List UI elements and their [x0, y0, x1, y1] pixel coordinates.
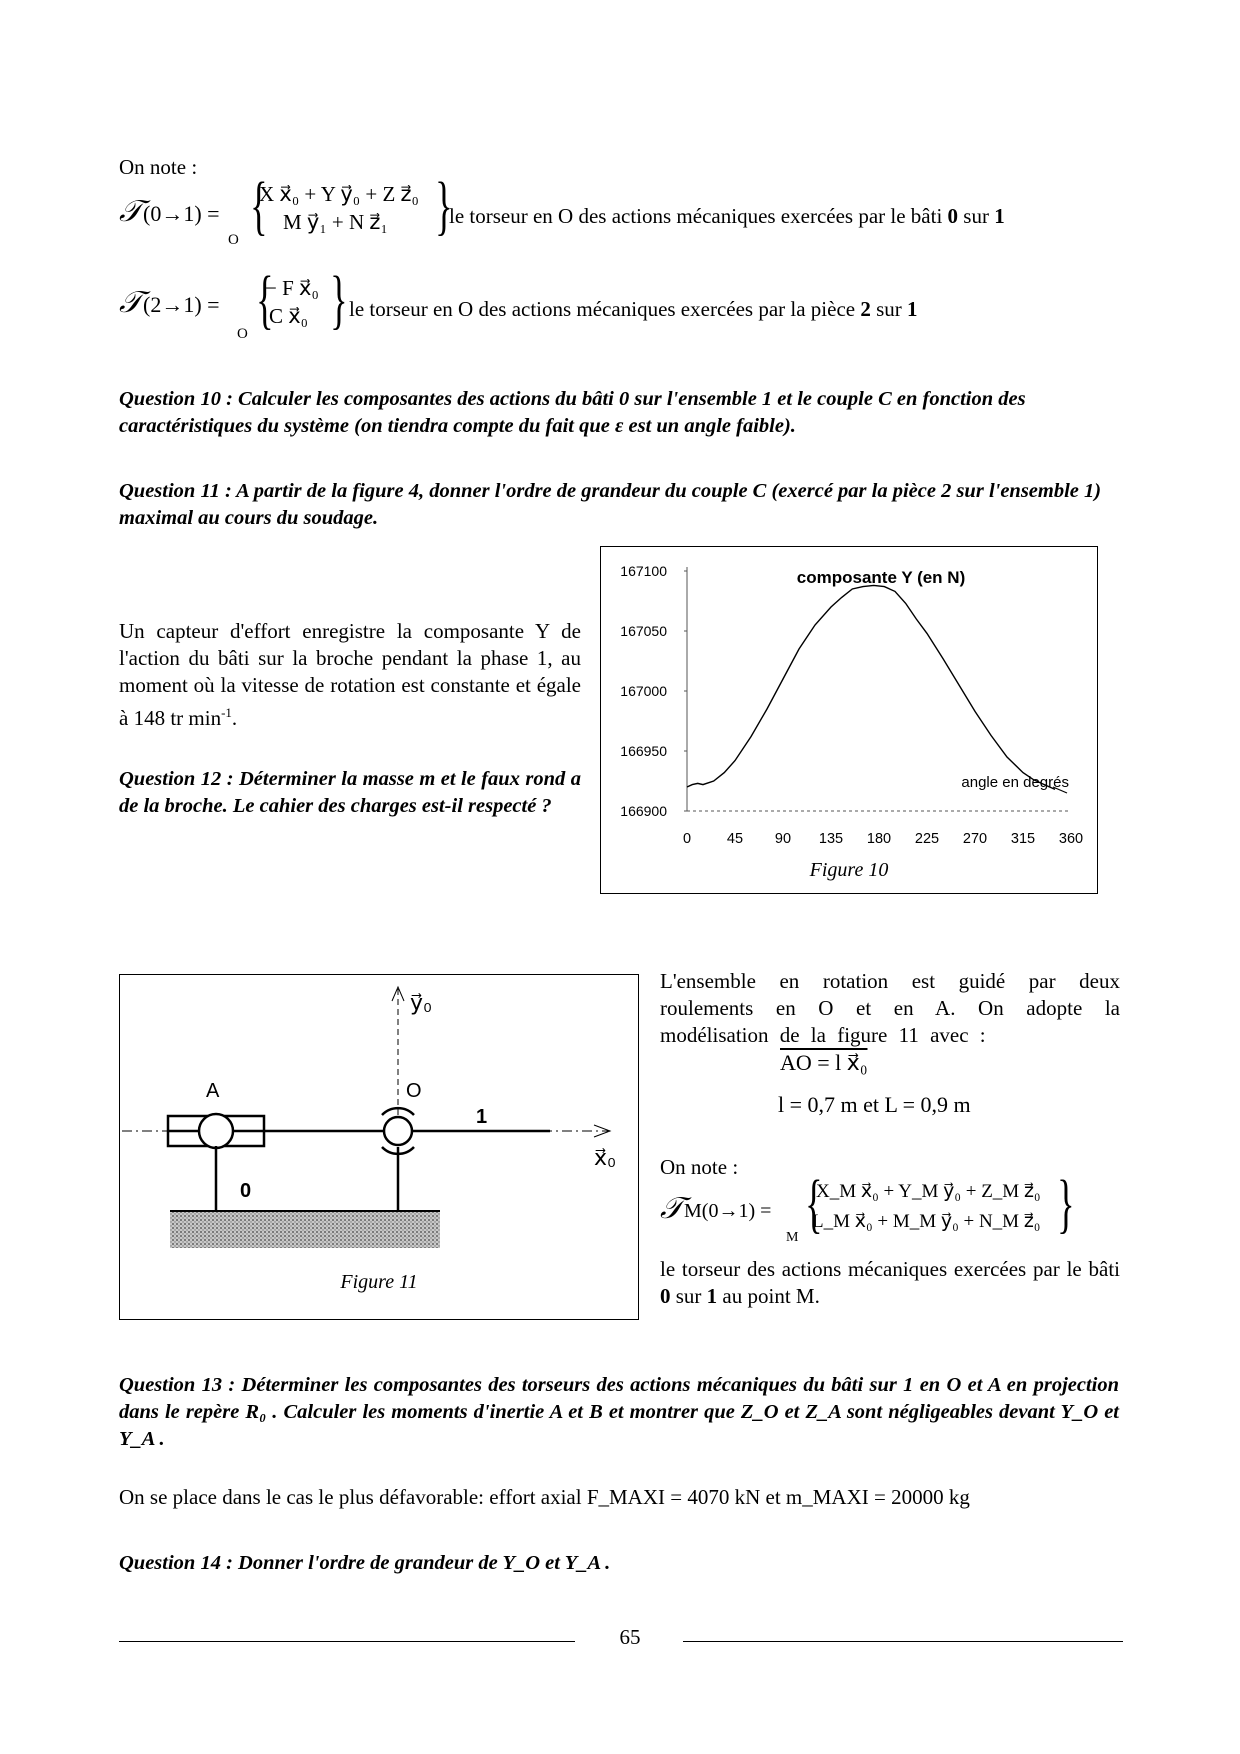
ao-equation: AO = l x⃗₀	[780, 1050, 868, 1075]
x-tick-label: 135	[818, 831, 844, 847]
frame-0-ground	[170, 1212, 440, 1248]
on-note-label-2: On note :	[660, 1155, 739, 1179]
x-tick-label: 315	[1010, 831, 1036, 847]
left-brace: {	[250, 169, 268, 242]
x-tick-label: 225	[914, 831, 940, 847]
torseur-line1: X_M x⃗₀ + Y_M y⃗₀ + Z_M z⃗₀	[816, 1181, 1041, 1202]
torseur-point: O	[237, 326, 248, 342]
torseur-line2: M y⃗₁ + N z⃗₁	[283, 210, 388, 234]
question-10: Question 10 : Calculer les composantes des actions du bâti 0 sur l'ensemble 1 et le couple C en fonction des caractéristiques du système (on tiendra compte du fait que ε est un angle faible).	[119, 388, 1026, 437]
figure-10-caption: Figure 10	[809, 859, 889, 881]
torseur-line2: L_M x⃗₀ + M_M y⃗₀ + N_M z⃗₀	[812, 1211, 1041, 1232]
chart-title: composante Y (en N)	[796, 568, 966, 587]
bearing-a-ball	[199, 1114, 233, 1148]
question-14: Question 14 : Donner l'ordre de grandeur de Y_O et Y_A .	[119, 1552, 611, 1574]
right-brace: }	[435, 169, 453, 242]
x-tick-label: 180	[866, 831, 892, 847]
mechanism-diagram	[120, 975, 638, 1319]
x-tick-label: 90	[774, 831, 792, 847]
x-tick-labels	[683, 831, 1083, 847]
torseur-m-description: le torseur des actions mécaniques exercées par le bâti 0 sur 1 au point M.	[660, 1257, 1120, 1308]
torseur-symbol: 𝒯	[660, 1192, 683, 1225]
question-13: Question 13 : Déterminer les composantes des torseurs des actions mécaniques du bâti sur 1 en O et A en projection dans le repère R₀ . Calculer les moments d'inertie A et B et montrer que Z_O et Z_A sont négligeables devant Y_O et Y_A .	[119, 1374, 1119, 1450]
x-tick-label: 270	[962, 831, 988, 847]
figure-11	[119, 974, 639, 1320]
y0-label: y⃗₀	[410, 990, 433, 1015]
torseur-point: O	[228, 232, 239, 248]
dimensions-equation: l = 0,7 m et L = 0,9 m	[778, 1092, 971, 1117]
torseur-label: (2→1) =	[143, 292, 220, 317]
worst-case-statement: On se place dans le cas le plus défavorable: effort axial F_MAXI = 4070 kN et m_MAXI = 20000 kg	[119, 1485, 970, 1509]
point-o-label: O	[406, 1080, 422, 1102]
part-1-label: 1	[476, 1106, 488, 1128]
y-tick-label: 166900	[620, 803, 667, 819]
right-brace: }	[1057, 1167, 1075, 1240]
x-tick-label: 360	[1058, 831, 1084, 847]
left-brace: {	[805, 1167, 823, 1240]
torseur-description: le torseur en O des actions mécaniques exercées par le bâti 0 sur 1	[449, 204, 1005, 228]
capteur-paragraph: Un capteur d'effort enregistre la composante Y de l'action du bâti sur la broche pendant la phase 1, au moment où la vitesse de rotation est constante et égale à 148 tr $\min^{-1}$.	[119, 619, 581, 730]
on-note-label: On note :	[119, 155, 198, 179]
x-tick-label: 45	[726, 831, 744, 847]
point-a-label: A	[206, 1080, 220, 1102]
y-tick-labels	[620, 563, 687, 819]
series-line-composante-y	[687, 585, 1055, 789]
torseur-line1: − F x⃗₀	[265, 276, 319, 300]
torseur-label: (0→1) =	[143, 201, 220, 226]
y-tick-label: 167000	[620, 683, 667, 699]
x0-label: x⃗₀	[594, 1145, 617, 1170]
torseur-description: le torseur en O des actions mécaniques exercées par la pièce 2 sur 1	[349, 297, 918, 321]
torseur-2-1	[119, 263, 1119, 358]
y-tick-label: 167100	[620, 563, 667, 579]
bearing-o-ball	[384, 1117, 412, 1145]
figure-11-caption: Figure 11	[340, 1271, 418, 1293]
torseur-point: M	[786, 1230, 799, 1245]
right-brace: }	[330, 263, 348, 336]
torseur-line2: C x⃗₀	[269, 304, 309, 328]
y-tick-label: 167050	[620, 623, 667, 639]
part-0-label: 0	[240, 1180, 252, 1202]
x-axis-label: angle en degrés	[961, 774, 1069, 791]
x-tick-label: 0	[682, 831, 692, 847]
torseur-label: M(0→1) =	[684, 1200, 772, 1222]
chart-composante-y	[601, 547, 1097, 893]
left-brace: {	[256, 263, 274, 336]
figure-10	[600, 546, 1098, 894]
y-tick-label: 166950	[620, 743, 667, 759]
torseur-symbol: 𝒯	[119, 286, 142, 319]
torseur-symbol: 𝒯	[119, 195, 142, 228]
question-12: Question 12 : Déterminer la masse m et le faux rond a de la broche. Le cahier des charges est-il respecté ?	[119, 768, 581, 817]
question-11: Question 11 : A partir de la figure 4, donner l'ordre de grandeur du couple C (exercé par la pièce 2 sur l'ensemble 1) maximal au cours du soudage.	[119, 480, 1102, 529]
torseur-line1: X x⃗₀ + Y y⃗₀ + Z z⃗₀	[259, 182, 419, 206]
footer-rule-right	[683, 1641, 1123, 1642]
page-number: 65	[619, 1625, 641, 1649]
rotation-paragraph: L'ensemble en rotation est guidé par deux roulements en O et en A. On adopte la modélisation de la figure 11 avec :	[660, 969, 1120, 1047]
footer-rule-left	[119, 1641, 575, 1642]
torseur-0-1	[119, 169, 1119, 256]
